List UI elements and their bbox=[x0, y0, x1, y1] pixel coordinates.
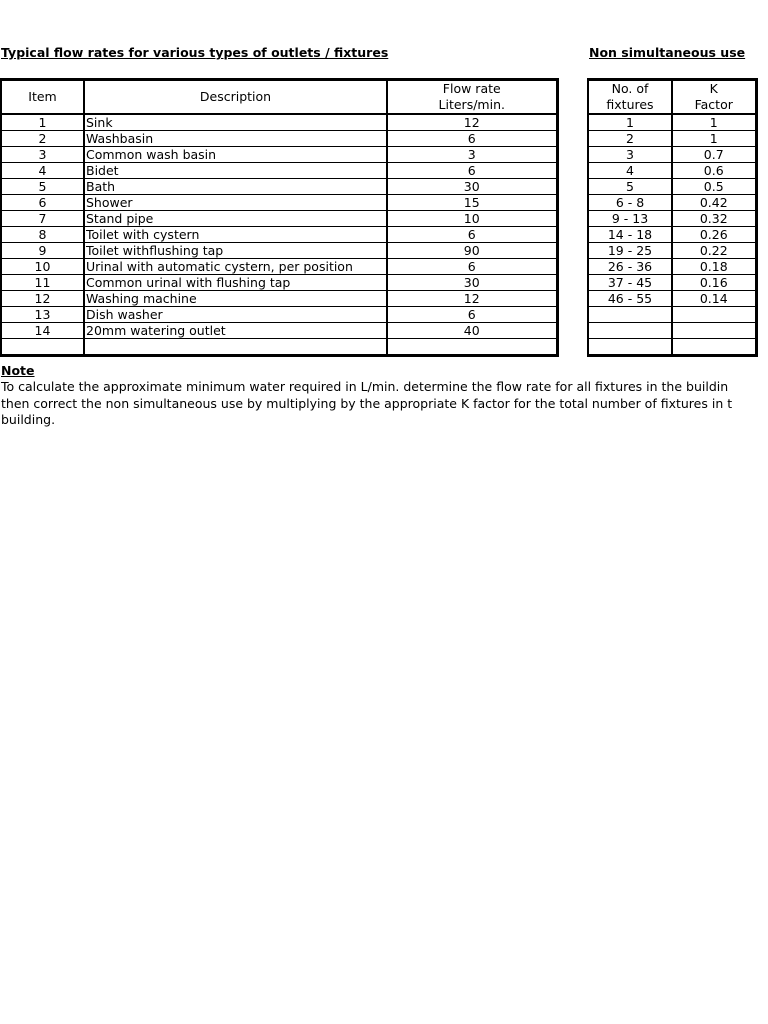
flow-table-body bbox=[1, 114, 557, 356]
table-row bbox=[588, 163, 756, 179]
fixtures-count-cell: 19 - 25 bbox=[588, 243, 672, 259]
k-factor-table bbox=[587, 78, 758, 357]
table-row bbox=[588, 275, 756, 291]
description-cell: Shower bbox=[84, 195, 387, 211]
k-table-header-row bbox=[588, 80, 756, 115]
flow-rate-cell: 6 bbox=[387, 131, 557, 147]
description-cell: Common urinal with flushing tap bbox=[84, 275, 387, 291]
description-cell: Dish washer bbox=[84, 307, 387, 323]
item-cell: 3 bbox=[1, 147, 84, 163]
fixtures-count-cell: 14 - 18 bbox=[588, 227, 672, 243]
fixtures-count-cell bbox=[588, 339, 672, 356]
table-row bbox=[1, 243, 557, 259]
k-factor-cell: 0.5 bbox=[672, 179, 756, 195]
flow-rate-header-line1: Flow rate bbox=[442, 81, 501, 96]
fixtures-count-cell: 37 - 45 bbox=[588, 275, 672, 291]
k-factor-cell: 0.14 bbox=[672, 291, 756, 307]
item-cell bbox=[1, 339, 84, 356]
table-row bbox=[588, 243, 756, 259]
table-row bbox=[588, 195, 756, 211]
flow-rate-cell: 6 bbox=[387, 259, 557, 275]
item-cell: 7 bbox=[1, 211, 84, 227]
flow-rates-table bbox=[0, 78, 559, 357]
flow-rate-cell: 6 bbox=[387, 307, 557, 323]
k-table-body bbox=[588, 114, 756, 356]
fixtures-count-cell: 2 bbox=[588, 131, 672, 147]
table-row bbox=[1, 163, 557, 179]
k-factor-cell bbox=[672, 307, 756, 323]
fixtures-count-cell: 6 - 8 bbox=[588, 195, 672, 211]
k-factor-cell bbox=[672, 323, 756, 339]
table-row bbox=[1, 211, 557, 227]
fixtures-count-header bbox=[588, 80, 672, 115]
description-cell: 20mm watering outlet bbox=[84, 323, 387, 339]
table-row bbox=[588, 291, 756, 307]
description-cell: Bidet bbox=[84, 163, 387, 179]
k-factor-header bbox=[672, 80, 756, 115]
flow-rate-cell: 40 bbox=[387, 323, 557, 339]
k-factor-cell bbox=[672, 339, 756, 356]
item-cell: 10 bbox=[1, 259, 84, 275]
table-row bbox=[588, 211, 756, 227]
table-row bbox=[1, 227, 557, 243]
description-cell: Washing machine bbox=[84, 291, 387, 307]
item-cell: 14 bbox=[1, 323, 84, 339]
note-text-line-1: To calculate the approximate minimum water required in L/min. determine the flow rate for all fixtures in the buildin bbox=[1, 379, 729, 394]
k-factor-cell: 1 bbox=[672, 114, 756, 131]
flow-rate-cell: 12 bbox=[387, 114, 557, 131]
table-row bbox=[588, 307, 756, 323]
table-row bbox=[1, 259, 557, 275]
k-factor-cell: 0.32 bbox=[672, 211, 756, 227]
item-cell: 5 bbox=[1, 179, 84, 195]
item-cell: 13 bbox=[1, 307, 84, 323]
fixtures-count-cell: 46 - 55 bbox=[588, 291, 672, 307]
flow-rates-title: Typical flow rates for various types of outlets / fixtures bbox=[1, 45, 389, 60]
table-row bbox=[588, 114, 756, 131]
fixtures-count-cell: 3 bbox=[588, 147, 672, 163]
fixtures-count-cell: 26 - 36 bbox=[588, 259, 672, 275]
table-row bbox=[1, 339, 557, 356]
flow-rate-cell: 30 bbox=[387, 275, 557, 291]
note-text-line-2: then correct the non simultaneous use by multiplying by the appropriate K factor for the total number of fixtures in t bbox=[1, 396, 733, 411]
fixtures-count-cell: 5 bbox=[588, 179, 672, 195]
fixtures-count-cell bbox=[588, 307, 672, 323]
description-cell: Sink bbox=[84, 114, 387, 131]
item-cell: 9 bbox=[1, 243, 84, 259]
flow-table-header-row bbox=[1, 80, 557, 115]
non-simultaneous-use-title: Non simultaneous use bbox=[589, 45, 746, 60]
table-row bbox=[588, 259, 756, 275]
table-row bbox=[588, 339, 756, 356]
table-row bbox=[1, 307, 557, 323]
table-row bbox=[1, 275, 557, 291]
flow-rate-cell: 12 bbox=[387, 291, 557, 307]
k-factor-cell: 0.6 bbox=[672, 163, 756, 179]
item-header: Item bbox=[1, 80, 84, 115]
flow-rate-cell: 6 bbox=[387, 227, 557, 243]
fixtures-header-line2: fixtures bbox=[606, 97, 654, 112]
k-factor-cell: 0.26 bbox=[672, 227, 756, 243]
item-cell: 2 bbox=[1, 131, 84, 147]
table-row bbox=[1, 147, 557, 163]
description-cell bbox=[84, 339, 387, 356]
table-row bbox=[588, 227, 756, 243]
fixtures-count-cell: 4 bbox=[588, 163, 672, 179]
description-cell: Toilet withflushing tap bbox=[84, 243, 387, 259]
description-cell: Common wash basin bbox=[84, 147, 387, 163]
table-row bbox=[588, 131, 756, 147]
item-cell: 6 bbox=[1, 195, 84, 211]
item-cell: 11 bbox=[1, 275, 84, 291]
k-header-line2: Factor bbox=[694, 97, 733, 112]
table-row bbox=[1, 195, 557, 211]
k-header-line1: K bbox=[709, 81, 718, 96]
table-row bbox=[588, 323, 756, 339]
item-cell: 12 bbox=[1, 291, 84, 307]
flow-rate-cell: 3 bbox=[387, 147, 557, 163]
flow-rate-header bbox=[387, 80, 557, 115]
fixtures-count-cell: 1 bbox=[588, 114, 672, 131]
flow-rate-cell: 15 bbox=[387, 195, 557, 211]
table-row bbox=[1, 291, 557, 307]
flow-rate-header-line2: Liters/min. bbox=[438, 97, 505, 112]
description-header: Description bbox=[84, 80, 387, 115]
table-row bbox=[1, 179, 557, 195]
note-title: Note bbox=[1, 363, 35, 378]
fixtures-header-line1: No. of bbox=[611, 81, 649, 96]
k-factor-cell: 1 bbox=[672, 131, 756, 147]
table-row bbox=[1, 131, 557, 147]
k-factor-cell: 0.22 bbox=[672, 243, 756, 259]
k-factor-cell: 0.16 bbox=[672, 275, 756, 291]
description-cell: Bath bbox=[84, 179, 387, 195]
table-row bbox=[588, 179, 756, 195]
flow-rate-cell: 90 bbox=[387, 243, 557, 259]
flow-rate-cell bbox=[387, 339, 557, 356]
item-cell: 4 bbox=[1, 163, 84, 179]
k-factor-cell: 0.7 bbox=[672, 147, 756, 163]
item-cell: 1 bbox=[1, 114, 84, 131]
fixtures-count-cell bbox=[588, 323, 672, 339]
description-cell: Toilet with cystern bbox=[84, 227, 387, 243]
item-cell: 8 bbox=[1, 227, 84, 243]
description-cell: Urinal with automatic cystern, per position bbox=[84, 259, 387, 275]
k-factor-cell: 0.18 bbox=[672, 259, 756, 275]
table-row bbox=[1, 323, 557, 339]
description-cell: Washbasin bbox=[84, 131, 387, 147]
flow-rate-cell: 30 bbox=[387, 179, 557, 195]
flow-rate-cell: 10 bbox=[387, 211, 557, 227]
flow-rate-cell: 6 bbox=[387, 163, 557, 179]
fixtures-count-cell: 9 - 13 bbox=[588, 211, 672, 227]
description-cell: Stand pipe bbox=[84, 211, 387, 227]
table-row bbox=[588, 147, 756, 163]
k-factor-cell: 0.42 bbox=[672, 195, 756, 211]
note-text-line-3: building. bbox=[1, 412, 56, 427]
table-row bbox=[1, 114, 557, 131]
